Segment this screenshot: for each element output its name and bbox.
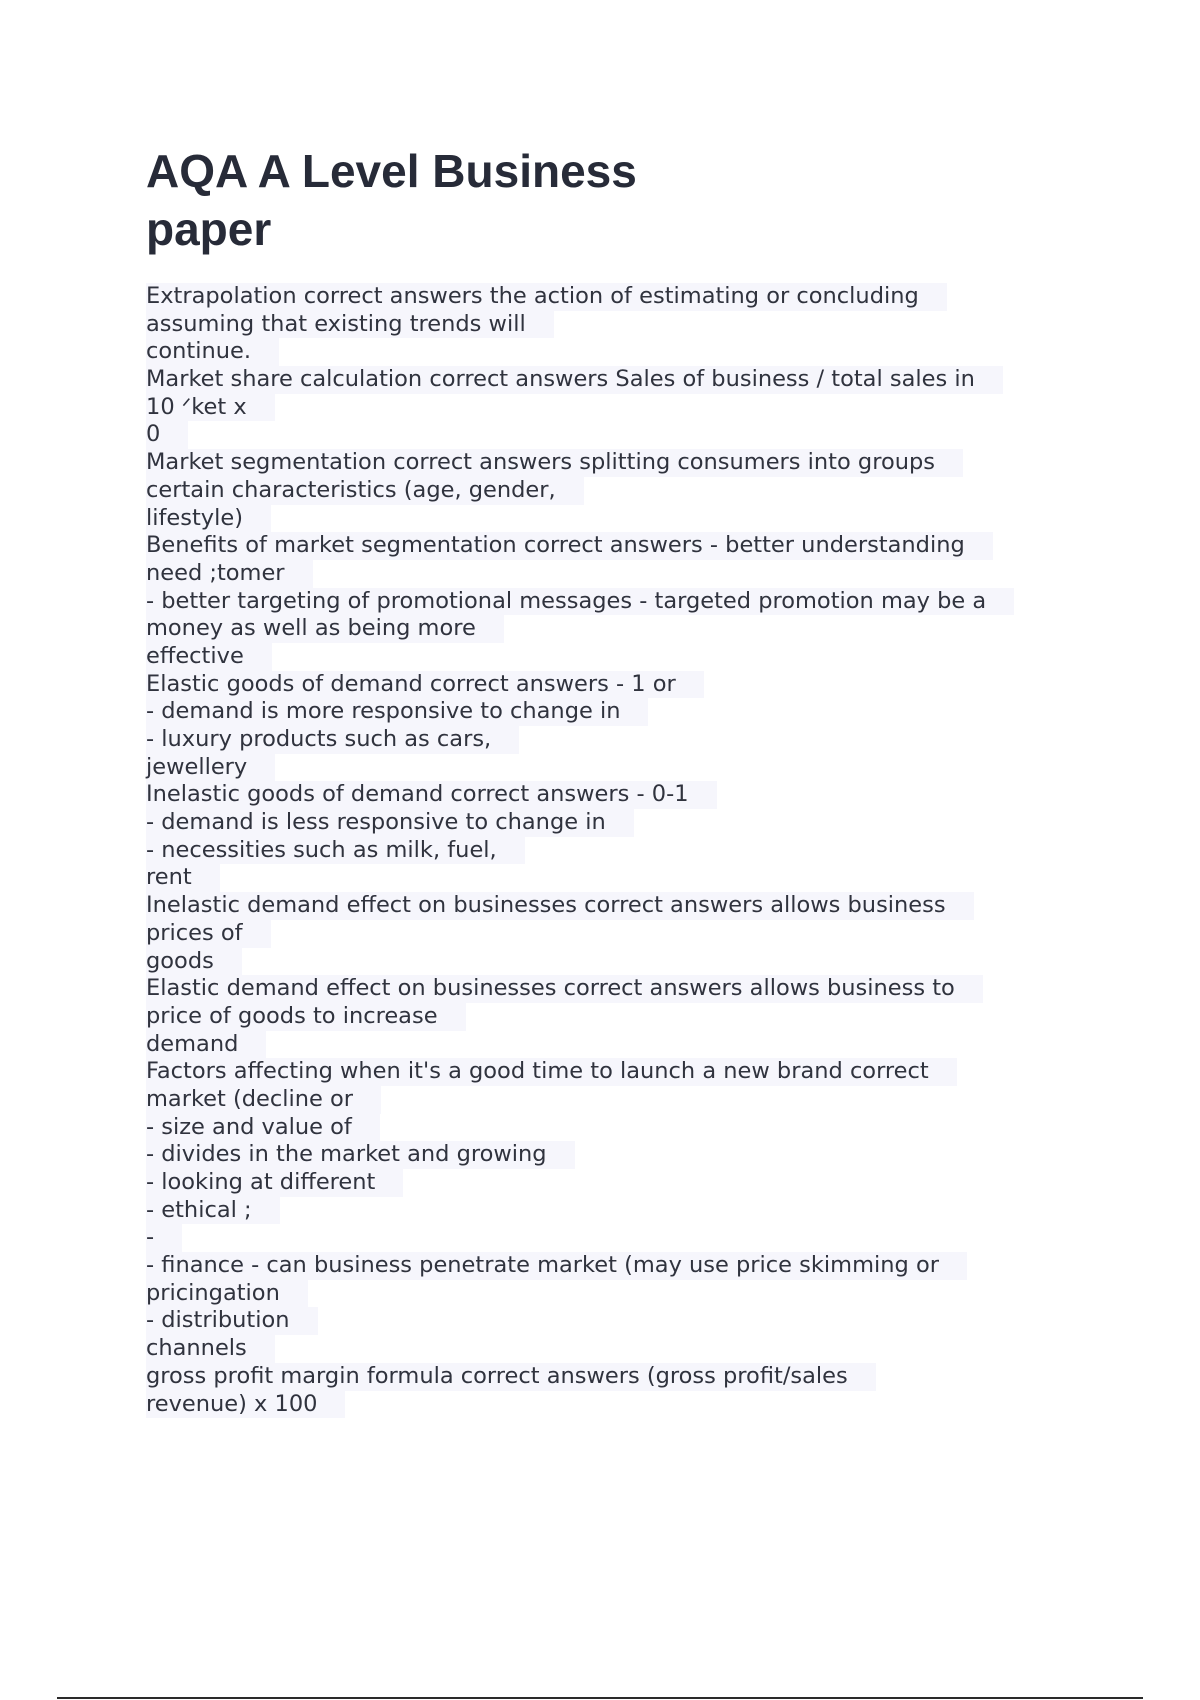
text-line: 10 ᐟket x (146, 394, 275, 422)
text-line: - luxury products such as cars, (146, 726, 519, 754)
text-line: assuming that existing trends will (146, 311, 554, 339)
text-line: - necessities such as milk, fuel, (146, 837, 525, 865)
text-line: demand (146, 1031, 266, 1059)
text-line: Market share calculation correct answers Sales of business / total sales in (146, 366, 1003, 394)
text-line: 0 (146, 421, 188, 449)
text-line: - ethical ; (146, 1197, 280, 1225)
text-line: lifestyle) (146, 505, 271, 533)
text-line: Inelastic goods of demand correct answers - 0-1 (146, 781, 717, 809)
footer-divider (57, 1697, 1143, 1699)
text-line: channels (146, 1335, 275, 1363)
text-line: - finance - can business penetrate market (may use price skimming or (146, 1252, 967, 1280)
text-line: - size and value of (146, 1114, 380, 1142)
text-line: pricingation (146, 1280, 308, 1308)
text-line: Elastic demand effect on businesses correct answers allows business to (146, 975, 983, 1003)
page-title (146, 142, 746, 258)
text-line: Elastic goods of demand correct answers - 1 or (146, 671, 704, 699)
text-line: jewellery (146, 754, 275, 782)
text-line: revenue) x 100 (146, 1391, 345, 1419)
text-line: certain characteristics (age, gender, (146, 477, 584, 505)
text-line: continue. (146, 338, 279, 366)
page-title-line-1: AQA A Level Business (146, 145, 637, 197)
text-line: - looking at different (146, 1169, 403, 1197)
text-line: need ;tomer (146, 560, 313, 588)
text-line: effective (146, 643, 272, 671)
flashcard-text-body (146, 283, 1086, 1418)
text-line: - (146, 1224, 182, 1252)
text-line: gross profit margin formula correct answers (gross profit/sales (146, 1363, 876, 1391)
text-line: Market segmentation correct answers splitting consumers into groups (146, 449, 963, 477)
text-line: Factors affecting when it's a good time to launch a new brand correct (146, 1058, 957, 1086)
text-line: price of goods to increase (146, 1003, 466, 1031)
text-line: goods (146, 948, 242, 976)
text-line: rent (146, 864, 220, 892)
text-line: prices of (146, 920, 271, 948)
text-line: money as well as being more (146, 615, 504, 643)
text-line: - demand is more responsive to change in (146, 698, 648, 726)
text-line: market (decline or (146, 1086, 381, 1114)
text-line: Benefits of market segmentation correct answers - better understanding (146, 532, 993, 560)
text-line: Inelastic demand effect on businesses correct answers allows business (146, 892, 974, 920)
text-line: - demand is less responsive to change in (146, 809, 634, 837)
text-line: - distribution (146, 1307, 318, 1335)
text-line: Extrapolation correct answers the action of estimating or concluding (146, 283, 947, 311)
page-title-line-2: paper (146, 203, 272, 255)
text-line: - better targeting of promotional messages - targeted promotion may be a (146, 588, 1014, 616)
text-line: - divides in the market and growing (146, 1141, 575, 1169)
